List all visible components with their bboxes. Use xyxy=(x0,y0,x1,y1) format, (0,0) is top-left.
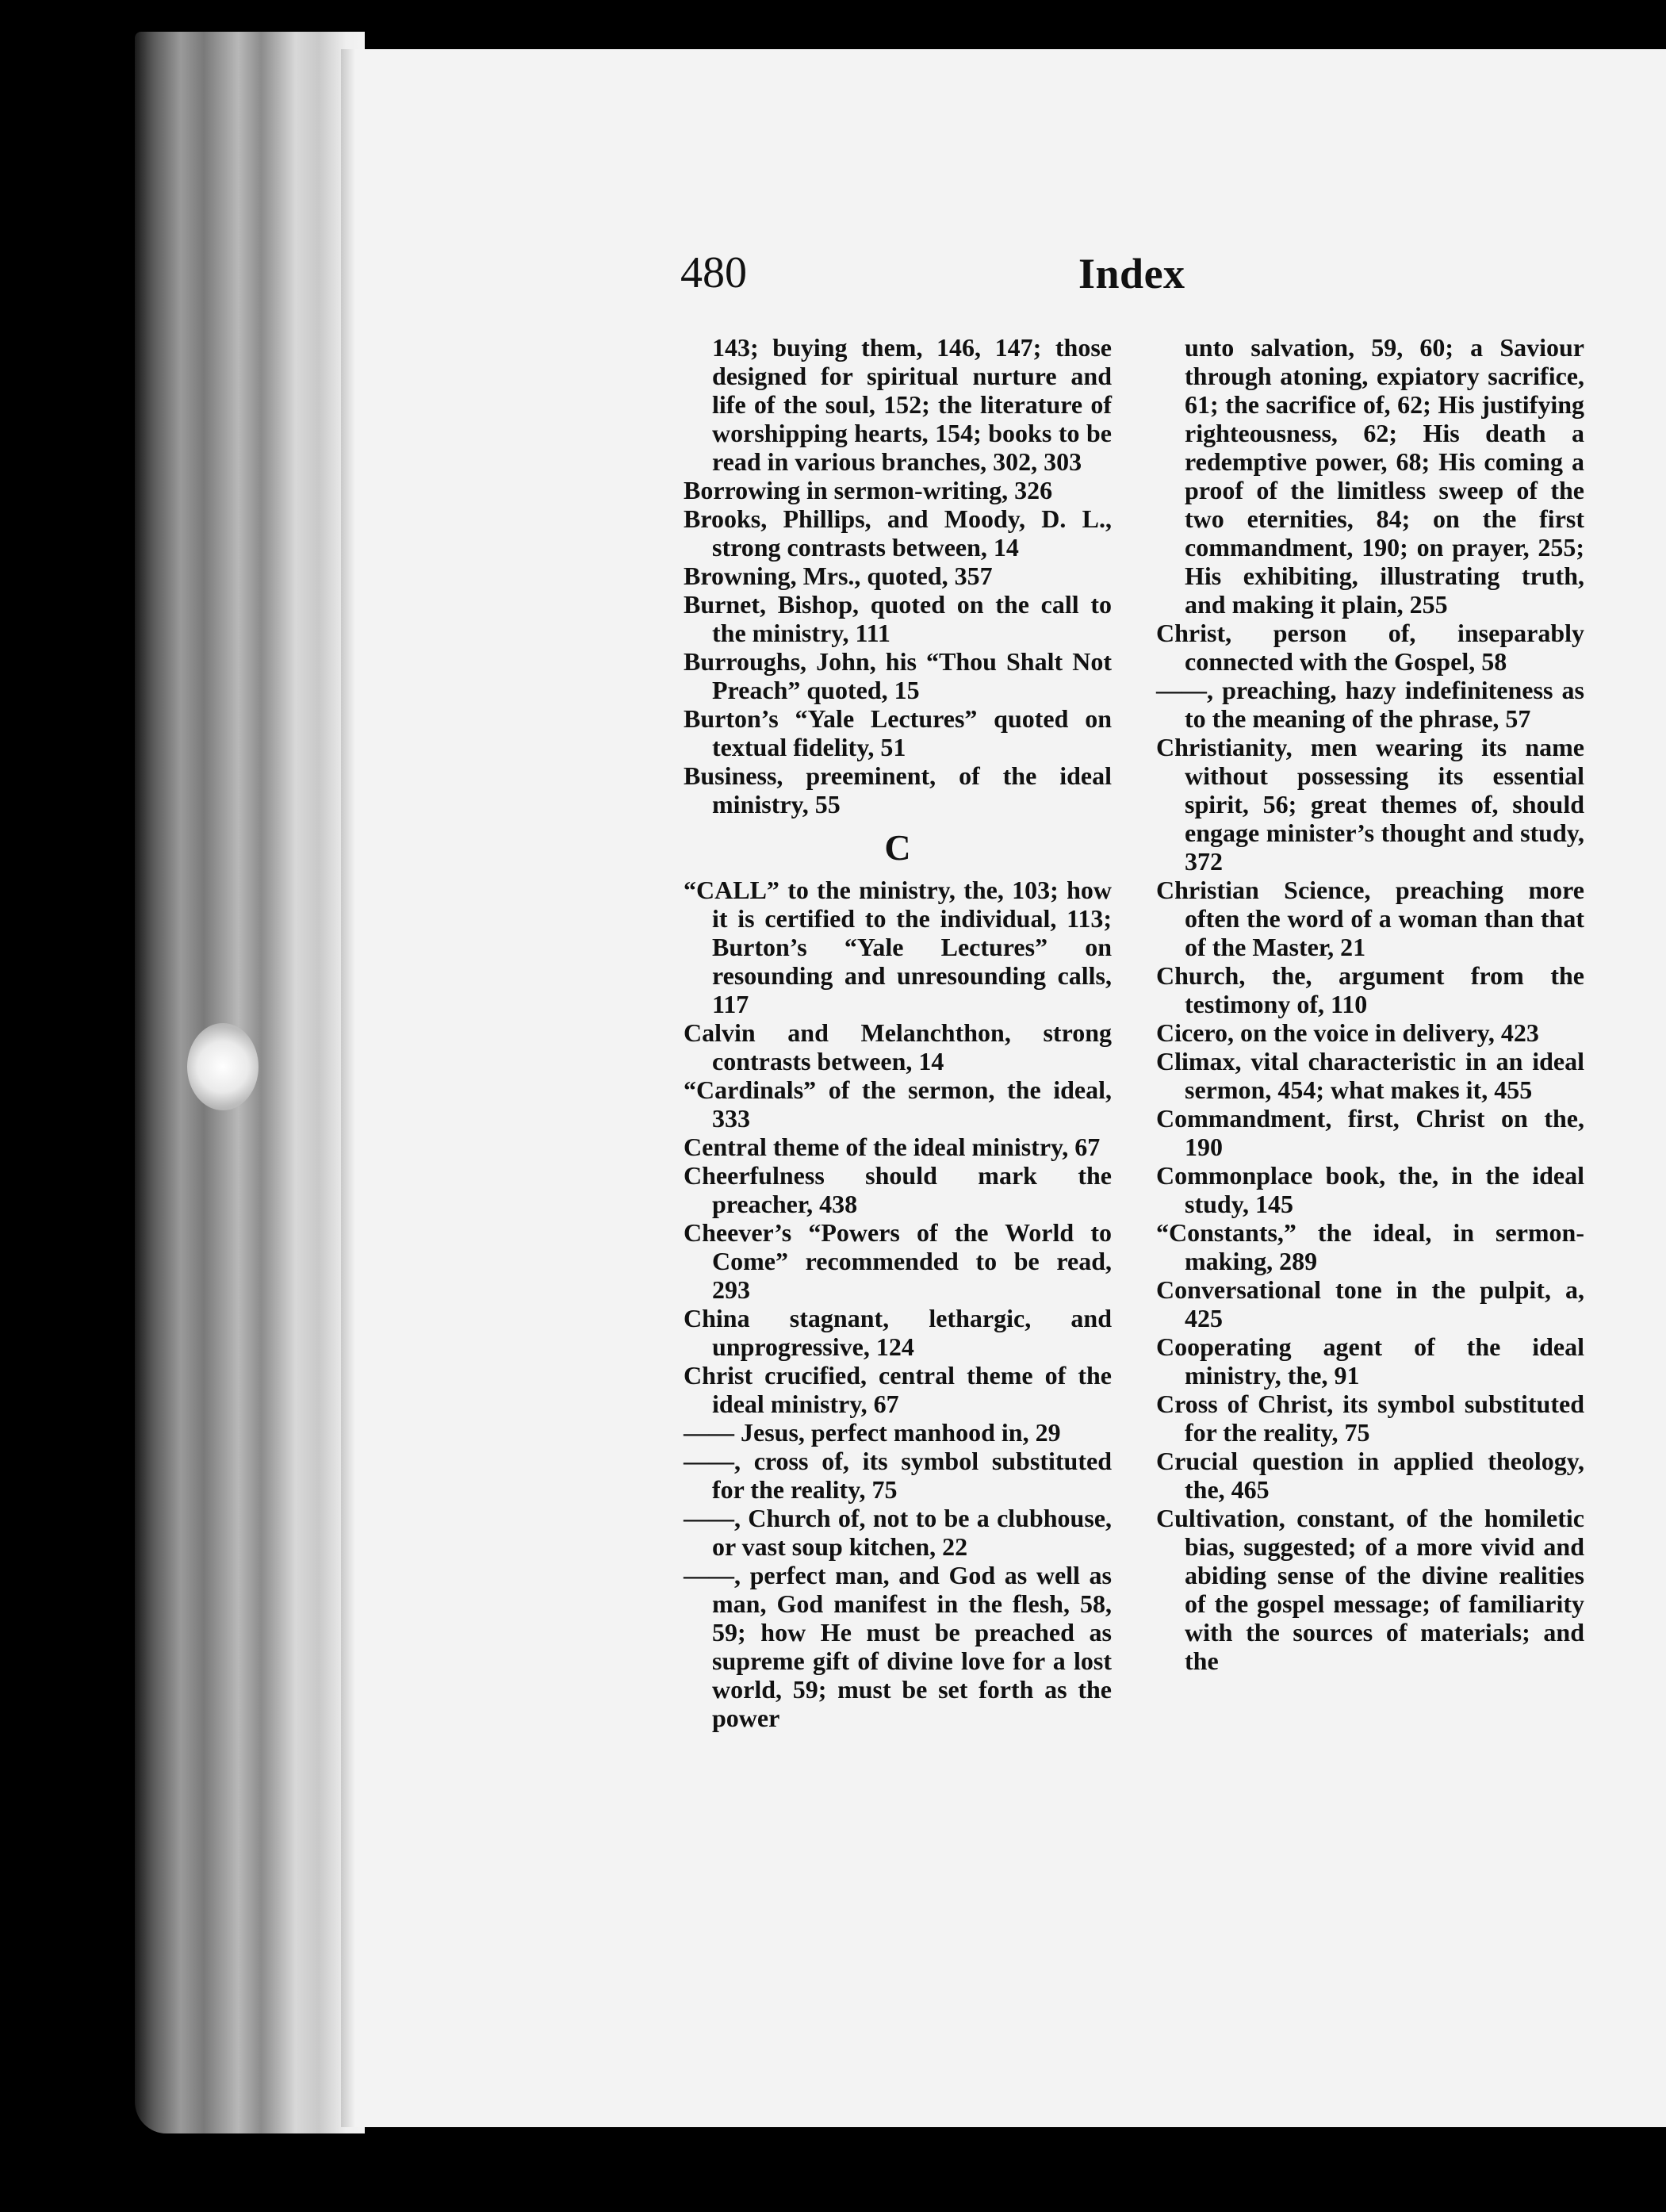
index-entry: Burnet, Bishop, quoted on the call to the ministry, 111 xyxy=(684,590,1112,647)
index-entry: Central theme of the ideal ministry, 67 xyxy=(684,1133,1101,1161)
index-entry: Christianity, men wearing its name without possessing its essential spirit, 56; great themes of, should engage minister’s thought and study, 372 xyxy=(1156,733,1584,876)
index-entry: Crucial question in applied theology, the, 465 xyxy=(1156,1447,1584,1504)
index-entry: Cheerfulness should mark the preacher, 438 xyxy=(684,1161,1112,1218)
index-entry-continuation: unto salvation, 59, 60; a Saviour through atoning, expiatory sacrifice, 61; the sacrifice of, 62; His justifying righteousness, 62; His death a redemptive power, 68; His coming a proof of the limitless sweep of the two eternities, 84; on the first commandment, 190; on prayer, 255; His exhibiting, illustrating truth, and making it plain, 255 xyxy=(1185,333,1584,619)
paper-blemish xyxy=(187,1023,259,1110)
index-entry: China stagnant, lethargic, and unprogressive, 124 xyxy=(684,1304,1112,1361)
index-entry: Browning, Mrs., quoted, 357 xyxy=(684,562,993,590)
index-entry: Commonplace book, the, in the ideal study, 145 xyxy=(1156,1161,1584,1218)
index-entry-continuation: 143; buying them, 146, 147; those designed for spiritual nurture and life of the soul, 152; the literature of worshipping hearts, 154; books to be read in various branches, 302, 303 xyxy=(712,333,1112,476)
index-entry: ——, preaching, hazy indefiniteness as to the meaning of the phrase, 57 xyxy=(1156,676,1584,733)
index-entry: Cross of Christ, its symbol substituted for the reality, 75 xyxy=(1156,1390,1584,1447)
index-letter-heading: C xyxy=(884,827,911,868)
index-entry: ——, cross of, its symbol substituted for the reality, 75 xyxy=(684,1447,1112,1504)
index-entry: “Constants,” the ideal, in sermon-making, 289 xyxy=(1156,1218,1584,1275)
index-entry: ——, perfect man, and God as well as man, God manifest in the flesh, 58, 59; how He must be preached as supreme gift of divine love for a lost world, 59; must be set forth as the power xyxy=(684,1561,1112,1732)
index-entry: Cultivation, constant, of the homiletic bias, suggested; of a more vivid and abiding sense of the divine realities of the gospel message; of familiarity with the sources of materials; and the xyxy=(1156,1504,1584,1675)
index-entry: Conversational tone in the pulpit, a, 425 xyxy=(1156,1275,1584,1332)
index-entry: Brooks, Phillips, and Moody, D. L., strong contrasts between, 14 xyxy=(684,504,1112,562)
index-entry: Calvin and Melanchthon, strong contrasts between, 14 xyxy=(684,1018,1112,1075)
index-entry: Cheever’s “Powers of the World to Come” recommended to be read, 293 xyxy=(684,1218,1112,1304)
running-head: Index xyxy=(1078,250,1185,297)
index-column-right xyxy=(1156,333,1584,1675)
index-entry: “Cardinals” of the sermon, the ideal, 333 xyxy=(684,1075,1112,1133)
index-entry: Church, the, argument from the testimony of, 110 xyxy=(1156,961,1584,1018)
index-entry: “CALL” to the ministry, the, 103; how it is certified to the individual, 113; Burton’s “Yale Lectures” on resounding and unresounding calls, 117 xyxy=(684,876,1112,1018)
index-entry: Climax, vital characteristic in an ideal sermon, 454; what makes it, 455 xyxy=(1156,1047,1584,1104)
index-entry: Business, preeminent, of the ideal ministry, 55 xyxy=(684,761,1112,818)
index-column-left xyxy=(684,333,1112,1732)
index-entry: Burton’s “Yale Lectures” quoted on textual fidelity, 51 xyxy=(684,704,1112,761)
index-entry: Cooperating agent of the ideal ministry, the, 91 xyxy=(1156,1332,1584,1390)
index-entry: ——, Church of, not to be a clubhouse, or vast soup kitchen, 22 xyxy=(684,1504,1112,1561)
index-entry: Burroughs, John, his “Thou Shalt Not Preach” quoted, 15 xyxy=(684,647,1112,704)
index-entry: —— Jesus, perfect manhood in, 29 xyxy=(684,1418,1061,1447)
index-entry: Christian Science, preaching more often the word of a woman than that of the Master, 21 xyxy=(1156,876,1584,961)
index-entry: Borrowing in sermon-writing, 326 xyxy=(684,476,1053,504)
index-entry: Cicero, on the voice in delivery, 423 xyxy=(1156,1018,1539,1047)
index-entry: Christ crucified, central theme of the ideal ministry, 67 xyxy=(684,1361,1112,1418)
page-number: 480 xyxy=(680,248,747,297)
index-entry: Christ, person of, inseparably connected with the Gospel, 58 xyxy=(1156,619,1584,676)
index-entry: Commandment, first, Christ on the, 190 xyxy=(1156,1104,1584,1161)
